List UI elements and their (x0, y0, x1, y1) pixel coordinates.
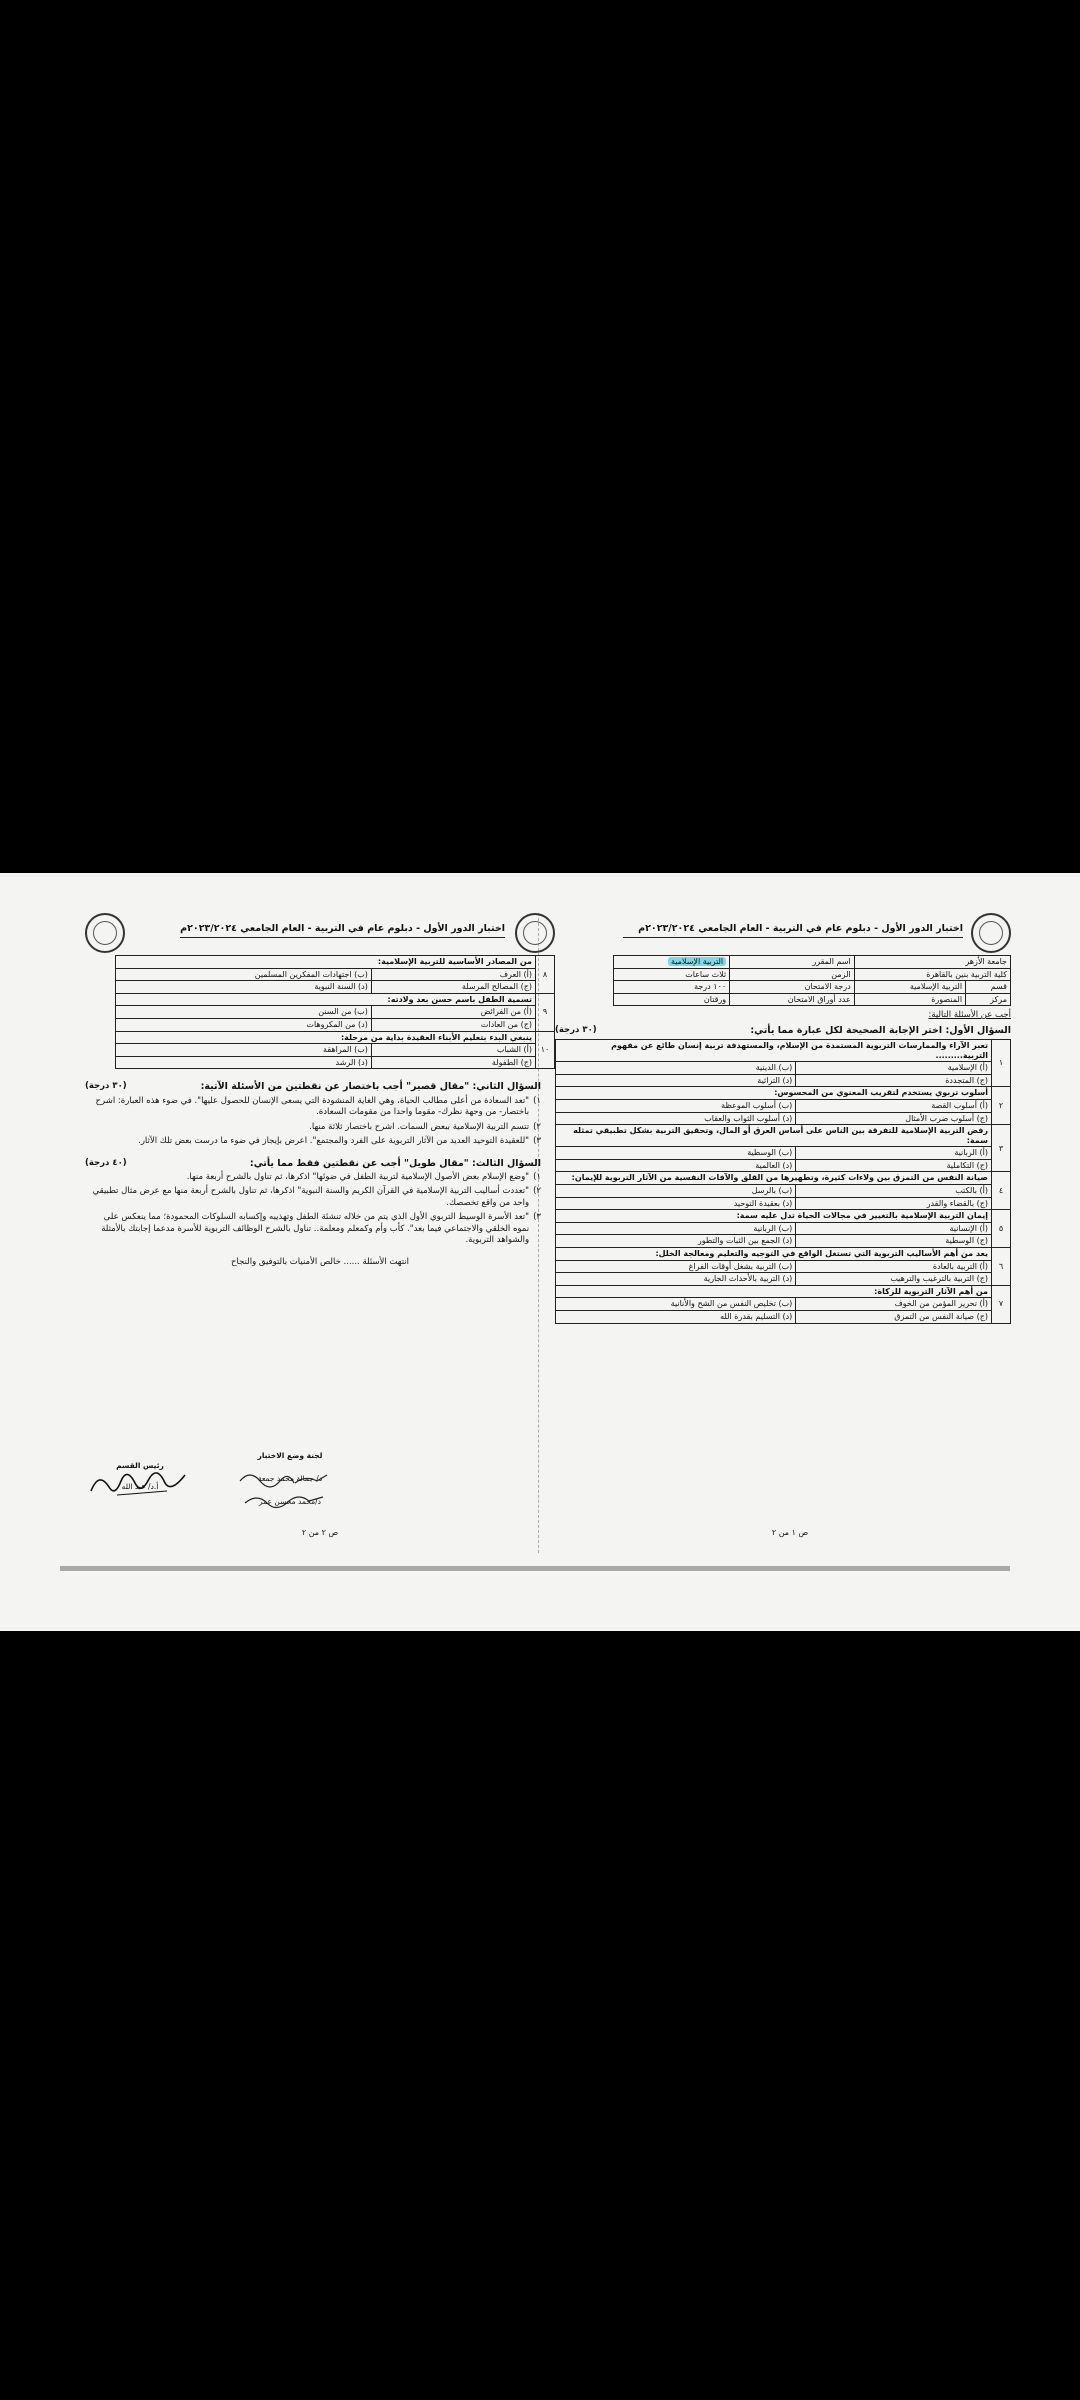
question-stem: رفض التربية الإسلامية للتفرقة بين الناس على أساس العرق أو المال، وتحقيق التربية بشكل تطبيقي تمثله سمة: (556, 1125, 992, 1147)
table-row (556, 1260, 1011, 1273)
info-cell: قسم (966, 981, 1011, 994)
option-d: (د) التسليم بقدرة الله (556, 1311, 796, 1324)
course-name-highlight: التربية الإسلامية (668, 957, 726, 966)
option-c: (ج) من العادات (371, 1018, 535, 1031)
item-text: "تعد الأسرة الوسيط التربوي الأول الذي يتم من خلاله تنشئة الطفل وتهذيبه وإكسابه السلوكات المحمودة؛ مما ينعكس على نموه الخلقي والاجتماعي فيما بعد". كأب وأم وكمعلم ومعلمة.. تناول بالشرح الوظائف التربوية للأسرة مدعما إجابتك بالأمثلة والشواهد التربوية. (101, 1212, 530, 1246)
table-row (556, 1210, 1011, 1223)
table-row (556, 1298, 1011, 1311)
option-c: (ج) المصالح المرسلة (371, 981, 535, 994)
item-number: ٢) (533, 1121, 541, 1132)
option-b: (ب) من السنن (116, 1006, 372, 1019)
question-stem: إيمان التربية الإسلامية بالتغيير في مجالات الحياة تدل عليه سمة: (556, 1210, 992, 1223)
list-item (85, 1096, 541, 1119)
item-text: "وضع الإسلام بعض الأصول الإسلامية لتربية الطفل في ضوئها" اذكرها، ثم تناول بالشرح أربعة منها. (186, 1172, 530, 1182)
question-number: ٤ (992, 1172, 1011, 1210)
option-d: (د) الجمع بين الثبات والتطور (556, 1235, 796, 1248)
info-cell: ١٠٠ درجة (614, 981, 730, 994)
option-c: (ج) الطفولة (371, 1056, 535, 1069)
option-a: (أ) الإسلامية (796, 1062, 992, 1075)
exam-title: اختبار الدور الأول - دبلوم عام في التربية - العام الجامعي ٢٠٢٣/٢٠٢٤م (180, 923, 505, 934)
question-3-items (85, 1172, 541, 1247)
option-b: (ب) الربانية (556, 1222, 796, 1235)
option-d: (د) الرشد (116, 1056, 372, 1069)
list-item (85, 1212, 541, 1246)
closing-text: انتهت الأسئلة ...... خالص الأمنيات بالتوفيق والنجاح (231, 1256, 409, 1267)
option-d: (د) أسلوب الثواب والعقاب (556, 1112, 796, 1125)
question-number: ٣ (992, 1125, 1011, 1172)
question-2-heading (85, 1081, 541, 1092)
question-2-items (85, 1096, 541, 1148)
info-cell: الزمن (730, 968, 855, 981)
table-row (556, 1112, 1011, 1125)
option-b: (ب) التربية بشغل أوقات الفراغ (556, 1260, 796, 1273)
option-d: (د) السنة النبوية (116, 981, 372, 994)
option-d: (د) من المكروهات (116, 1018, 372, 1031)
question-title: السؤال الثاني: "مقال قصير" أجب باختصار عن نقطتين من الأسئلة الآتية: (200, 1081, 541, 1093)
option-a: (أ) الربانية (796, 1147, 992, 1160)
info-cell: درجة الامتحان (730, 981, 855, 994)
option-b: (ب) المراهقة (116, 1044, 372, 1057)
option-a: (أ) الإنسانية (796, 1222, 992, 1235)
table-row (556, 1185, 1011, 1198)
option-b: (ب) تخليص النفس من الشح والأنانية (556, 1298, 796, 1311)
table-row (556, 1147, 1011, 1160)
table-row (556, 1099, 1011, 1112)
table-row (116, 1018, 555, 1031)
question-title: السؤال الثالث: "مقال طويل" أجب عن نقطتين فقط مما يأتي: (249, 1157, 541, 1169)
option-c: (ج) أسلوب ضرب الأمثال (796, 1112, 992, 1125)
option-c: (ج) صيانة النفس من التمزق (796, 1311, 992, 1324)
item-number: ٣) (533, 1212, 541, 1223)
info-cell: ورقتان (614, 993, 730, 1006)
question-stem: من أهم الآثار التربوية للزكاة: (556, 1285, 992, 1298)
table-row (556, 1197, 1011, 1210)
info-cell: جامعة الأزهر (854, 956, 1010, 969)
faculty-logo-icon (85, 913, 125, 953)
option-a: (أ) التربية بالعادة (796, 1260, 992, 1273)
option-b: (ب) الدينية (556, 1062, 796, 1075)
list-item (85, 1136, 541, 1147)
page-header (555, 913, 1025, 955)
committee-member: د/ جمالة محمد جمعة (257, 1474, 323, 1483)
option-b: (ب) الوسطية (556, 1147, 796, 1160)
table-row (556, 1074, 1011, 1087)
table-row (116, 1006, 555, 1019)
option-a: (أ) أسلوب القصة (796, 1099, 992, 1112)
table-row (556, 1248, 1011, 1261)
table-row (556, 1159, 1011, 1172)
question-stem: أسلوب تربوي يستخدم لتقريب المعنوي من المحسوس: (556, 1087, 992, 1100)
question-degrees: (٣٠ درجة) (555, 1024, 597, 1035)
item-text: "تعد السعادة من أعلى مطالب الحياة، وهي الغاية المنشودة التي يسعى الإنسان للحصول عليها". في ضوء هذه العبارة: اشرح باختصار- من وجهة نظرك- مقوما واحدا من مقومات السعادة. (95, 1095, 530, 1118)
table-row (116, 1056, 555, 1069)
question-number: ٦ (992, 1248, 1011, 1286)
item-number: ٢) (533, 1186, 541, 1197)
info-cell: كلية التربية بنين بالقاهرة (854, 968, 1010, 981)
option-d: (د) بعقيدة التوحيد (556, 1197, 796, 1210)
question-number: ٢ (992, 1087, 1011, 1125)
option-d: (د) التربية بالأحداث الجارية (556, 1273, 796, 1286)
table-row (556, 1039, 1011, 1061)
table-row (116, 1044, 555, 1057)
option-c: (ج) المتجددة (796, 1074, 992, 1087)
info-cell: ثلاث ساعات (614, 968, 730, 981)
item-text: "تعددت أساليب التربية الإسلامية في القرآن الكريم والسنة النبوية" اذكرها، ثم تناول بالشرح أربعة منها مع عرض مثال تطبيقي واحد من واقع تخصصك. (92, 1186, 530, 1208)
table-row (116, 968, 555, 981)
option-c: (ج) بالقضاء والقدر (796, 1197, 992, 1210)
table-row (556, 1311, 1011, 1324)
paper-shadow (60, 1566, 1010, 1571)
item-text: تتسم التربية الإسلامية ببعض السمات. اشرح باختصار ثلاثة منها. (309, 1121, 530, 1132)
option-a: (أ) العرف (371, 968, 535, 981)
table-row (556, 1087, 1011, 1100)
table-row (556, 1222, 1011, 1235)
table-row (556, 1062, 1011, 1075)
info-cell: المنصورة (854, 993, 965, 1006)
table-row (556, 1172, 1011, 1185)
question-number: ٥ (992, 1210, 1011, 1248)
info-cell (614, 956, 730, 969)
page-number: ص ٢ من ٢ (301, 1528, 339, 1537)
committee-member: د/محمد محسن عمر (259, 1497, 321, 1506)
item-text: "للعقيدة التوحيد العديد من الآثار التربوية على الفرد والمجتمع". اعرض بإيجاز في ضوء ما درست بعض تلك الآثار. (138, 1136, 530, 1147)
item-number: ١) (533, 1172, 541, 1182)
handwritten-signature-icon (87, 1465, 192, 1501)
head-label: رئيس القسم (116, 1461, 164, 1470)
question-number: ١ (992, 1039, 1011, 1086)
list-item (85, 1122, 541, 1133)
question-stem: تعبر الآراء والممارسات التربوية المستمدة من الإسلام، والمستهدفة تربية إنسان طائع عن مفهوم التربية......... (556, 1039, 992, 1061)
option-c: (ج) الوسطية (796, 1235, 992, 1248)
option-a: (أ) الشباب (371, 1044, 535, 1057)
exam-title: اختبار الدور الأول - دبلوم عام في التربية - العام الجامعي ٢٠٢٣/٢٠٢٤م (638, 923, 963, 934)
option-a: (أ) بالكتب (796, 1185, 992, 1198)
list-item (85, 1186, 541, 1209)
mcq-table (115, 955, 555, 1069)
question-stem: يعد من أهم الأساليب التربوية التي تستغل الواقع في التوجيه والتعليم ومعالجة الخلل: (556, 1248, 992, 1261)
item-number: ٣) (533, 1136, 541, 1147)
university-logo-icon (971, 913, 1011, 953)
question-stem: تسمية الطفل باسم حسن بعد ولادته: (116, 993, 536, 1006)
option-b: (ب) اجتهادات المفكرين المسلمين (116, 968, 372, 981)
option-d: (د) التراثية (556, 1074, 796, 1087)
info-cell: عدد أوراق الامتحان (730, 993, 855, 1006)
table-row (116, 993, 555, 1006)
question-number: ٧ (992, 1285, 1011, 1323)
head-name: أ.د/ عبد الله (121, 1482, 159, 1491)
question-degrees: (٤٠ درجة) (85, 1157, 127, 1168)
committee-label: لجنة وضع الاختبار (257, 1451, 323, 1460)
table-row (116, 1031, 555, 1044)
question-number: ٩ (536, 993, 555, 1031)
question-number: ١٠ (536, 1031, 555, 1069)
option-c: (ج) التكاملية (796, 1159, 992, 1172)
table-row (116, 956, 555, 969)
option-b: (ب) بالرسل (556, 1185, 796, 1198)
university-logo-icon (515, 913, 555, 953)
question-3-heading (85, 1158, 541, 1169)
option-a: (أ) تحرير المؤمن من الخوف (796, 1298, 992, 1311)
info-cell: مركز (966, 993, 1011, 1006)
table-row (556, 1285, 1011, 1298)
page-number: ص ١ من ٢ (771, 1528, 809, 1537)
item-number: ١) (533, 1095, 541, 1106)
question-number: ٨ (536, 956, 555, 994)
table-row (556, 1235, 1011, 1248)
instructions: أجب عن الأسئلة التالية: (928, 1010, 1011, 1021)
option-c: (ج) التربية بالترغيب والترهيب (796, 1273, 992, 1286)
question-stem: من المصادر الأساسية للتربية الإسلامية: (116, 956, 536, 969)
info-cell: اسم المقرر (730, 956, 855, 969)
option-d: (د) العالمية (556, 1159, 796, 1172)
option-a: (أ) من الفرائض (371, 1006, 535, 1019)
table-row (116, 981, 555, 994)
list-item (85, 1172, 541, 1183)
info-cell: التربية الإسلامية (854, 981, 965, 994)
question-stem: صيانة النفس من التمزق بين ولاءات كثيرة، وتطهيرها من القلق والآفات النفسية من الآثار التربوية للإيمان: (556, 1172, 992, 1185)
page-header (85, 913, 555, 955)
handwritten-signature-icon (235, 1461, 345, 1511)
question-degrees: (٣٠ درجة) (85, 1081, 127, 1092)
mcq-table (555, 1039, 1011, 1324)
exam-page-1 (555, 913, 1025, 1553)
question-1-heading (555, 1025, 1011, 1036)
table-row (556, 1125, 1011, 1147)
question-title: السؤال الأول: اختر الإجابة الصحيحة لكل عبارة مما يأتي: (750, 1024, 1011, 1036)
exam-page-2 (85, 913, 555, 1553)
document-photo (0, 873, 1080, 1631)
table-row (556, 1273, 1011, 1286)
option-b: (ب) أسلوب الموعظة (556, 1099, 796, 1112)
question-stem: ينبغي البدء بتعليم الأبناء العقيدة بداية من مرحلة: (116, 1031, 536, 1044)
exam-info-table (613, 955, 1011, 1006)
